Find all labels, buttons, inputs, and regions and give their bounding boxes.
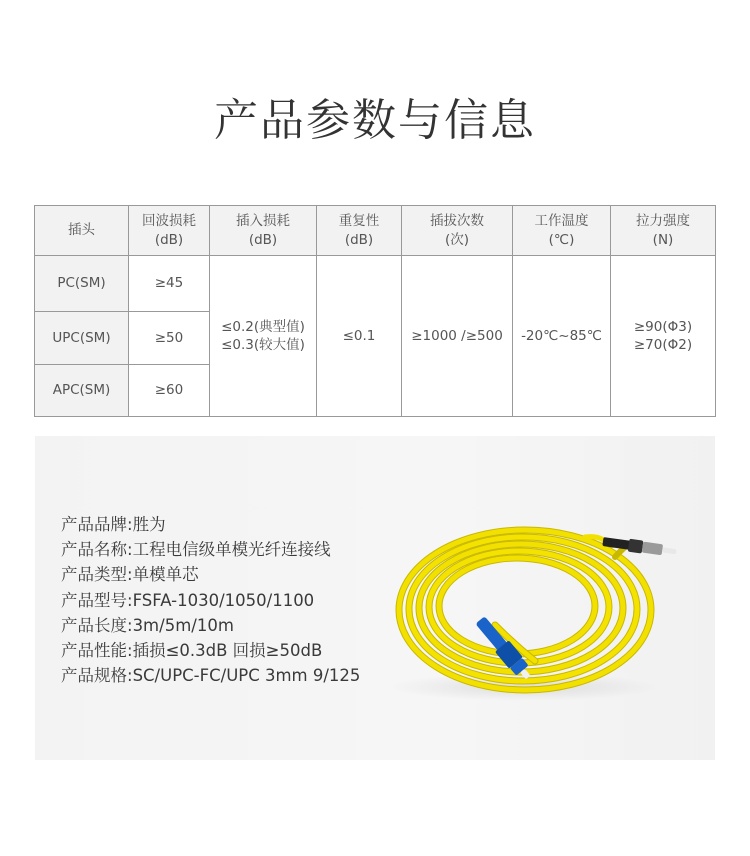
table-header-row bbox=[35, 206, 716, 256]
header-mating-cycles: 插拔次数 (次) bbox=[402, 206, 513, 256]
info-spec: 产品规格:SC/UPC-FC/UPC 3mm 9/125 bbox=[61, 666, 361, 686]
connector-cell: PC(SM) bbox=[35, 256, 129, 312]
page-title: 产品参数与信息 bbox=[214, 95, 536, 146]
info-performance: 产品性能:插损≤0.3dB 回损≥50dB bbox=[61, 640, 323, 660]
return-loss-cell: ≥45 bbox=[129, 256, 210, 312]
connector-cell: UPC(SM) bbox=[35, 312, 129, 365]
cable-coil bbox=[439, 558, 595, 654]
header-connector: 插头 bbox=[35, 206, 129, 256]
product-info-list bbox=[61, 512, 360, 688]
repeatability-cell: ≤0.1 bbox=[317, 256, 402, 417]
info-type: 产品类型:单模单芯 bbox=[61, 565, 199, 585]
return-loss-cell: ≥60 bbox=[129, 365, 210, 417]
return-loss-cell: ≥50 bbox=[129, 312, 210, 365]
fiber-cable-image bbox=[385, 505, 715, 715]
tensile-strength-cell: ≥90(Φ3) ≥70(Φ2) bbox=[611, 256, 716, 417]
info-name: 产品名称:工程电信级单模光纤连接线 bbox=[61, 540, 331, 560]
info-brand: 产品品牌:胜为 bbox=[61, 515, 166, 534]
header-repeatability: 重复性 (dB) bbox=[317, 206, 402, 256]
header-tensile-strength: 拉力强度 (N) bbox=[611, 206, 716, 256]
header-operating-temp: 工作温度 (℃) bbox=[513, 206, 611, 256]
table-row bbox=[35, 256, 716, 312]
mating-cycles-cell: ≥1000 /≥500 bbox=[402, 256, 513, 417]
connector-cell: APC(SM) bbox=[35, 365, 129, 417]
insertion-loss-cell: ≤0.2(典型值) ≤0.3(较大值) bbox=[210, 256, 317, 417]
spec-table bbox=[34, 205, 716, 417]
header-insertion-loss: 插入损耗 (dB) bbox=[210, 206, 317, 256]
operating-temp-cell: -20℃~85℃ bbox=[513, 256, 611, 417]
info-length: 产品长度:3m/5m/10m bbox=[61, 615, 234, 635]
header-return-loss: 回波损耗 (dB) bbox=[129, 206, 210, 256]
info-model: 产品型号:FSFA-1030/1050/1100 bbox=[61, 590, 315, 610]
